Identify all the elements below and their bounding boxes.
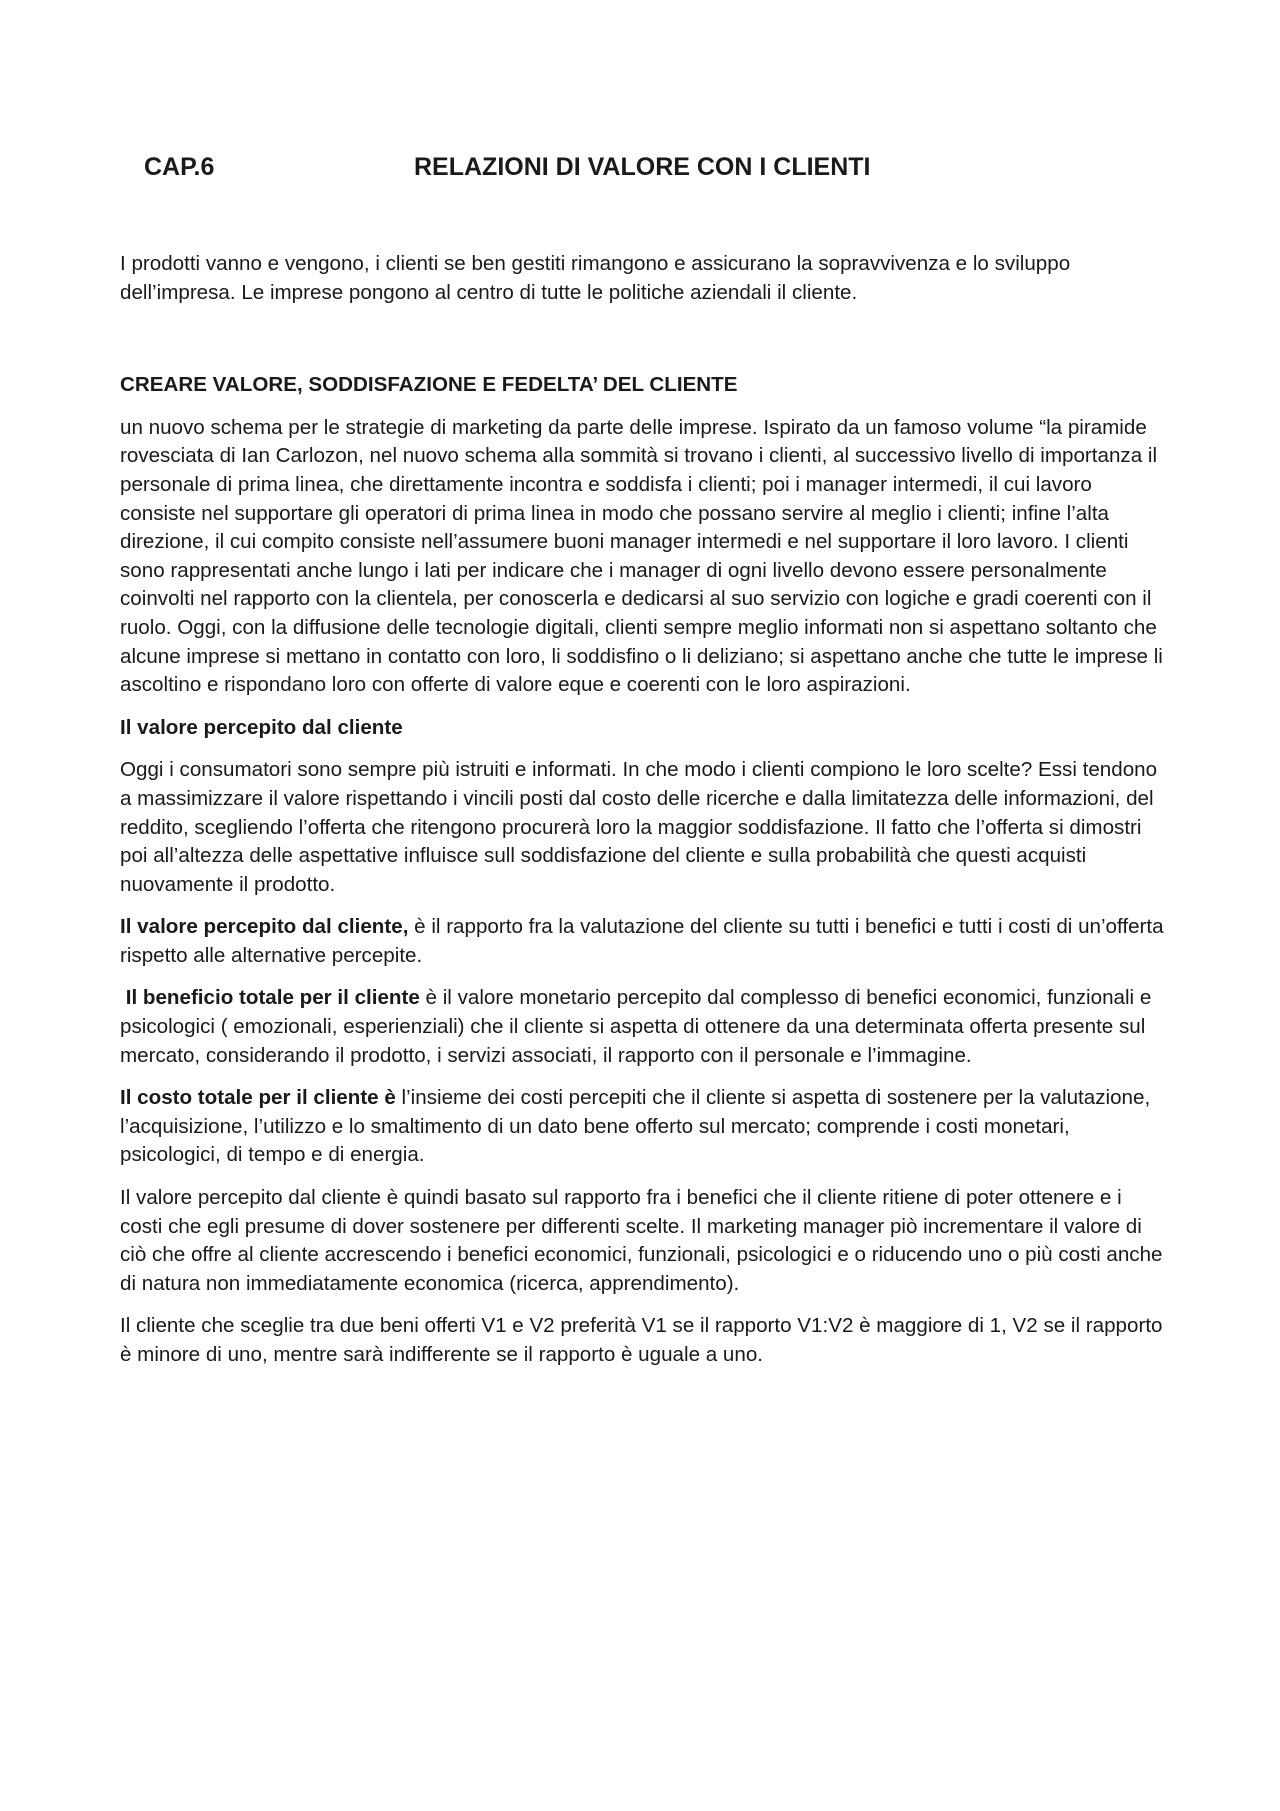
paragraph-costo-totale <box>120 1084 1165 1170</box>
chapter-number: CAP.6 <box>144 153 215 181</box>
paragraph-definizione-valore <box>120 913 1165 970</box>
subheading-valore-percepito: Il valore percepito dal cliente <box>120 715 403 739</box>
definition-costo-totale: l’insieme dei costi percepiti che il cliente si aspetta di sostenere per la valutazione, l’acquisizione, l’utilizzo e lo smaltimento di un dato bene offerto sul mercato; comprende i costi monetari, psicologici, di tempo e di energia. <box>120 1086 1151 1167</box>
section-heading-creare-valore: CREARE VALORE, SODDISFAZIONE E FEDELTA’ DEL CLIENTE <box>120 373 738 397</box>
paragraph-rapporto-benefici-costi: Il valore percepito dal cliente è quindi basato sul rapporto fra i benefici che il cliente ritiene di poter ottenere e i costi che egli presume di dover sostenere per differenti scelte. Il marketing manager piò incrementare il valore di ciò che offre al cliente accrescendo i benefici economici, funzionali, psicologici e o riducendo uno o più costi anche di natura non immediatamente economica (ricerca, apprendimento). <box>120 1186 1163 1295</box>
chapter-title: RELAZIONI DI VALORE CON I CLIENTI <box>414 153 871 181</box>
definition-beneficio-totale: è il valore monetario percepito dal complesso di benefici economici, funzionali e psicologici ( emozionali, esperienziali) che il cliente si aspetta di ottenere da una determinata offerta presente sul mercato, considerando il prodotto, i servizi associati, il rapporto con il personale e l’immagine. <box>120 986 1152 1067</box>
intro-paragraph: I prodotti vanno e vengono, i clienti se ben gestiti rimangono e assicurano la sopravvivenza e lo sviluppo dell’impresa. Le imprese pongono al centro di tutte le politiche aziendali il cliente. <box>120 252 1071 304</box>
chapter-header <box>144 150 1144 184</box>
paragraph-scelta-v1-v2: Il cliente che sceglie tra due beni offerti V1 e V2 preferità V1 se il rapporto V1:V2 è maggiore di 1, V2 se il rapporto è minore di uno, mentre sarà indifferente se il rapporto è uguale a uno. <box>120 1314 1163 1366</box>
definition-valore-percepito: è il rapporto fra la valutazione del cliente su tutti i benefici e tutti i costi di un’offerta rispetto alle alternative percepite. <box>120 915 1164 967</box>
term-costo-totale: Il costo totale per il cliente è <box>120 1086 396 1110</box>
term-valore-percepito: Il valore percepito dal cliente, <box>120 915 409 939</box>
paragraph-beneficio-totale <box>120 984 1165 1070</box>
term-beneficio-totale: Il beneficio totale per il cliente <box>120 986 420 1010</box>
document-body <box>120 250 1165 1384</box>
paragraph-piramide-rovesciata: un nuovo schema per le strategie di marketing da parte delle imprese. Ispirato da un famoso volume “la piramide rovesciata di Ian Carlozon, nel nuovo schema alla sommità si trovano i clienti, al successivo livello di importanza il personale di prima linea, che direttamente incontra e soddisfa i clienti; poi i manager intermedi, il cui lavoro consiste nel supportare gli operatori di prima linea in modo che possano servire al meglio i clienti; infine l’alta direzione, il cui compito consiste nell’assumere buoni manager intermedi e nel supportare il loro lavoro. I clienti sono rappresentati anche lungo i lati per indicare che i manager di ogni livello devono essere personalmente coinvolti nel rapporto con la clientela, per conoscerla e dedicarsi al suo servizio con logiche e gradi coerenti con il ruolo. Oggi, con la diffusione delle tecnologie digitali, clienti sempre meglio informati non si aspettano soltanto che alcune imprese si mettano in contatto con loro, li soddisfino o li deliziano; si aspettano anche che tutte le imprese li ascoltino e rispondano loro con offerte di valore eque e coerenti con le loro aspirazioni. <box>120 415 1163 697</box>
paragraph-consumatori: Oggi i consumatori sono sempre più istruiti e informati. In che modo i clienti compiono le loro scelte? Essi tendono a massimizzare il valore rispettando i vincili posti dal costo delle ricerche e dalla limitatezza delle informazioni, del reddito, scegliendo l’offerta che ritengono procurerà loro la maggior soddisfazione. Il fatto che l’offerta si dimostri poi all’altezza delle aspettative influisce sull soddisfazione del cliente e sulla probabilità che questi acquisti nuovamente il prodotto. <box>120 758 1158 896</box>
